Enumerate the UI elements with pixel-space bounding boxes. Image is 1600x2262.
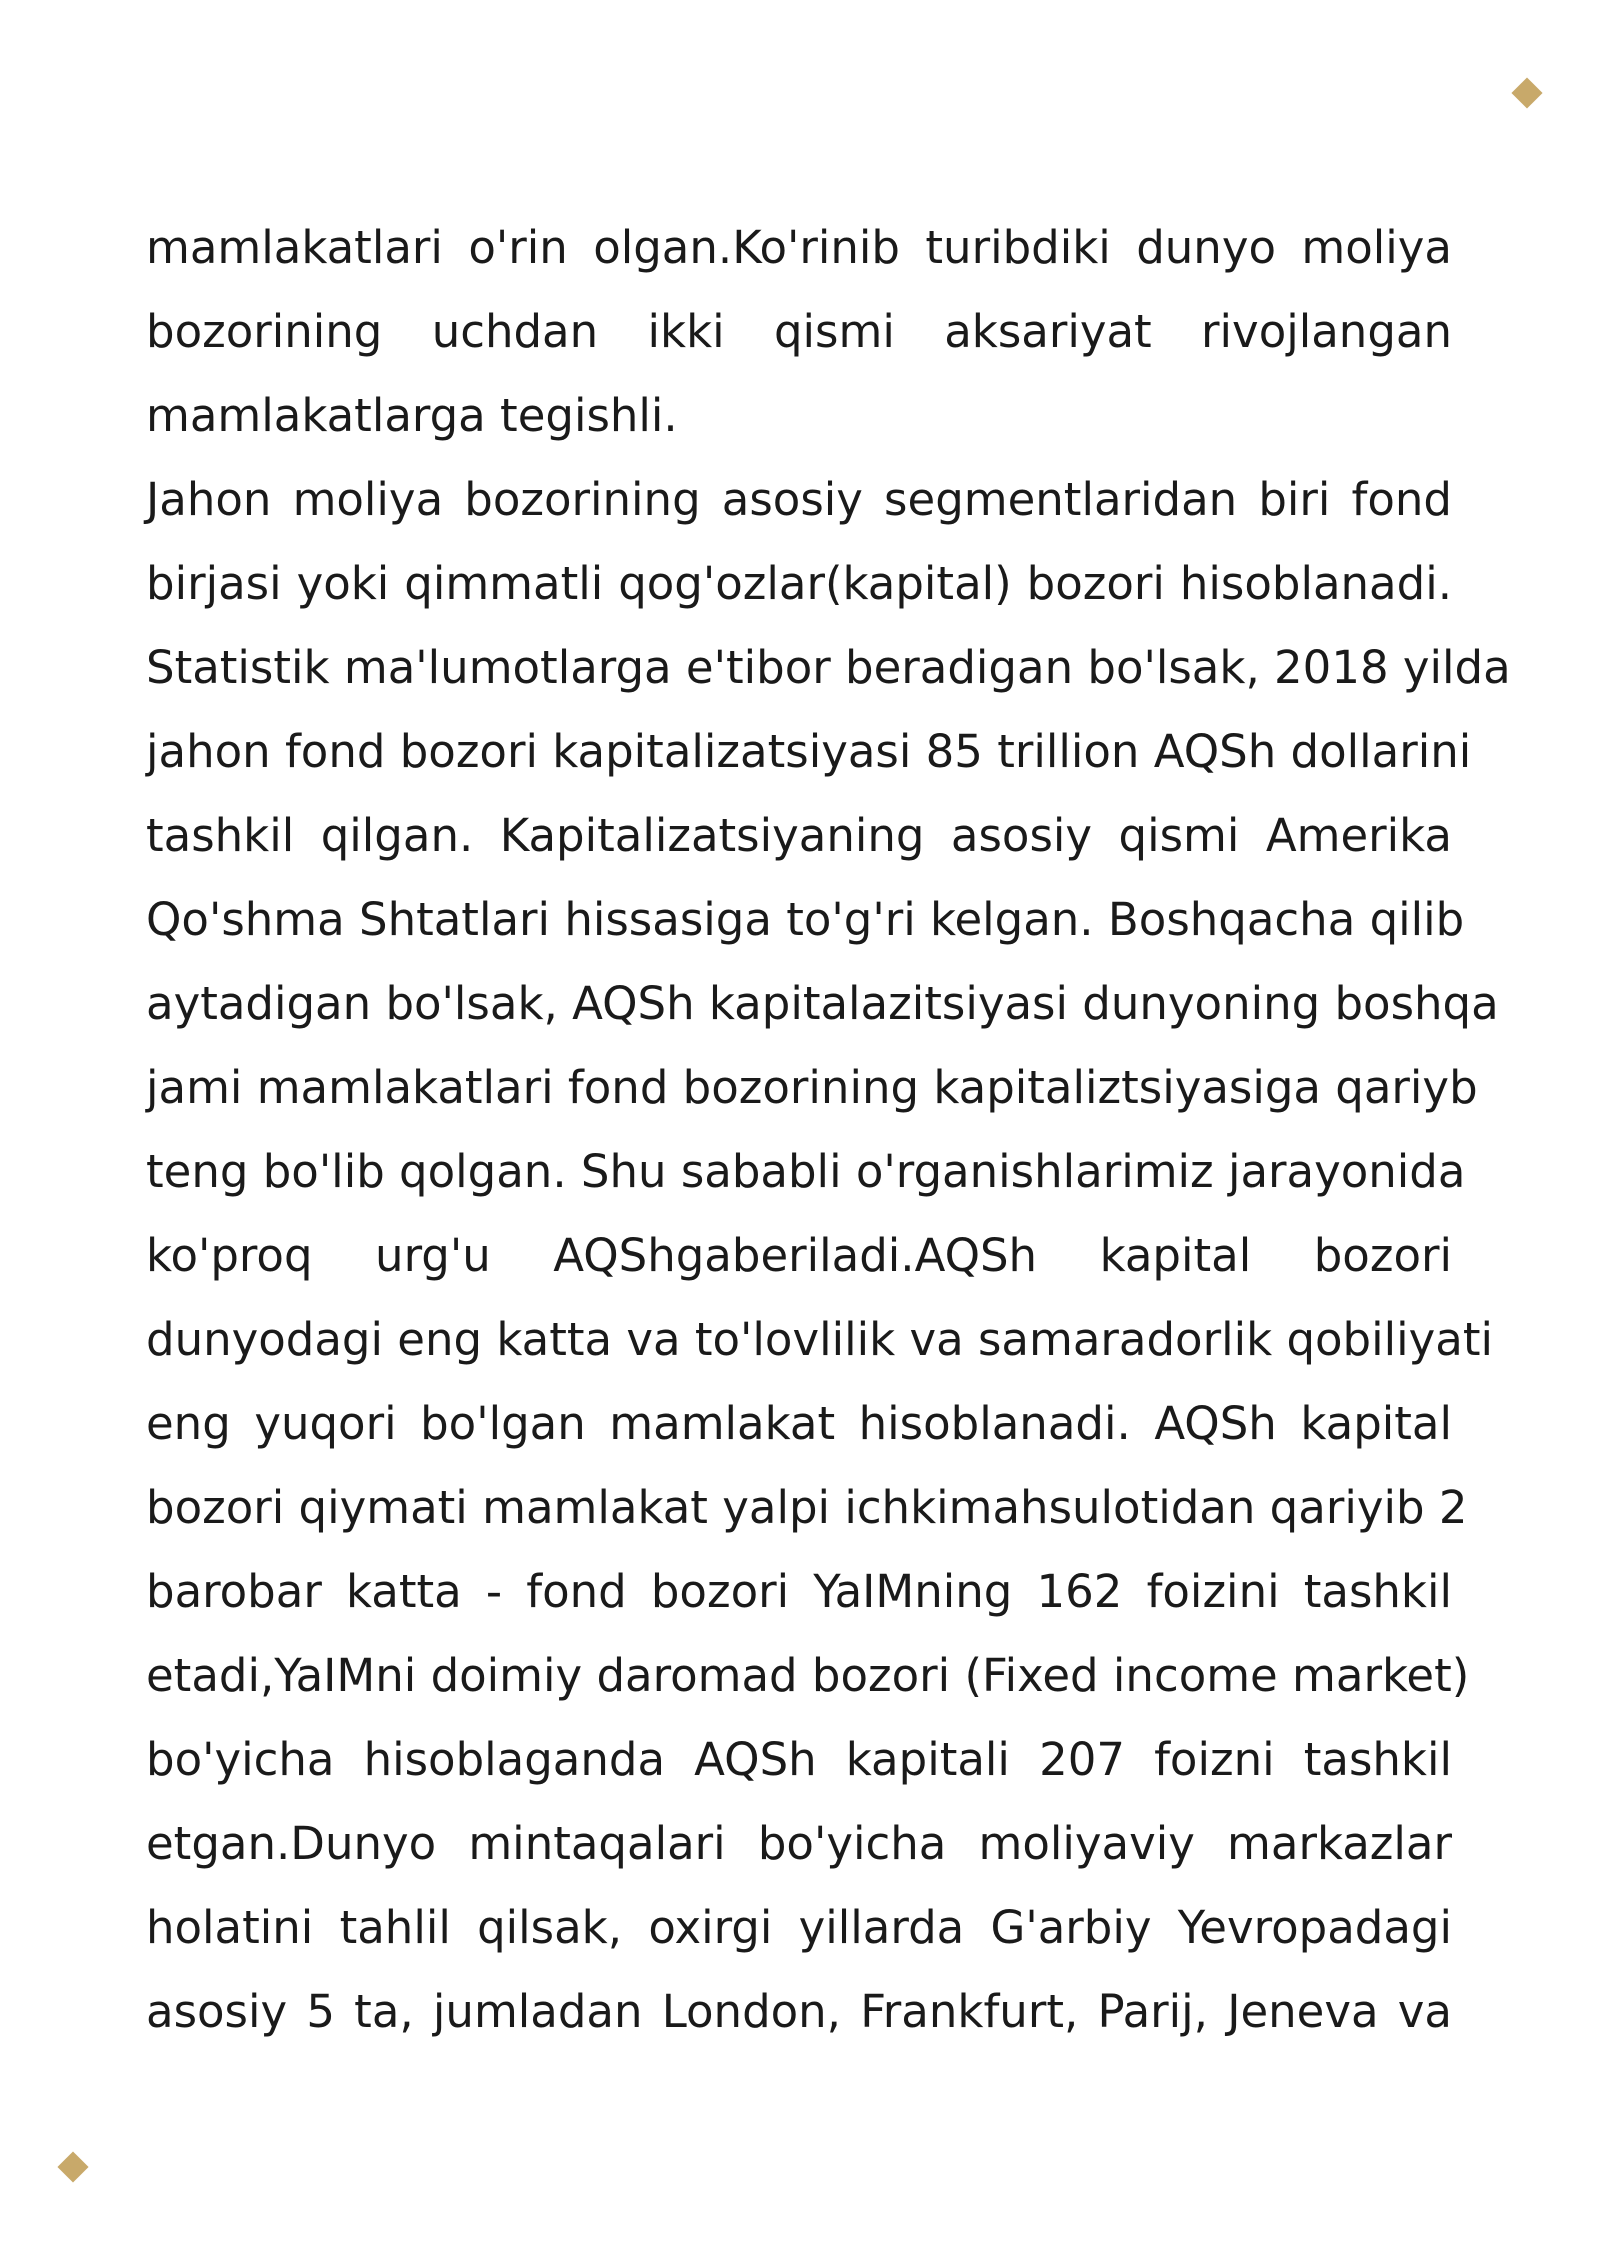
text-line: dunyodagi eng katta va to'lovlilik va samaradorlik qobiliyati [146, 1313, 1493, 1366]
text-line: asosiy 5 ta, jumladan London, Frankfurt, Parij, Jeneva va [146, 1985, 1452, 2038]
text-line: eng yuqori bo'lgan mamlakat hisoblanadi. AQSh kapital [146, 1397, 1452, 1450]
text-line: jami mamlakatlari fond bozorining kapitaliztsiyasiga qariyb [146, 1061, 1478, 1114]
text-line: bo'yicha hisoblaganda AQSh kapitali 207 foizni tashkil [146, 1733, 1452, 1786]
text-line: bozori qiymati mamlakat yalpi ichkimahsulotidan qariyib 2 [146, 1481, 1468, 1534]
text-line: mamlakatlari o'rin olgan.Ko'rinib turibdiki dunyo moliya [146, 221, 1452, 274]
text-line: ko'proq urg'u AQShgaberiladi.AQSh kapital bozori [146, 1229, 1452, 1282]
text-line: Jahon moliya bozorining asosiy segmentlaridan biri fond [146, 473, 1452, 526]
text-line: Qo'shma Shtatlari hissasiga to'g'ri kelgan. Boshqacha qilib [146, 893, 1465, 946]
diamond-ornament-icon [57, 2151, 88, 2182]
text-line: etadi,YaIMni doimiy daromad bozori (Fixed income market) [146, 1649, 1470, 1702]
text-line: etgan.Dunyo mintaqalari bo'yicha moliyaviy markazlar [146, 1817, 1452, 1870]
text-line: holatini tahlil qilsak, oxirgi yillarda G'arbiy Yevropadagi [146, 1901, 1452, 1954]
text-line: birjasi yoki qimmatli qog'ozlar(kapital) bozori hisoblanadi. [146, 557, 1452, 610]
text-line: tashkil qilgan. Kapitalizatsiyaning asosiy qismi Amerika [146, 809, 1452, 862]
diamond-ornament-icon [1511, 77, 1542, 108]
text-line: teng bo'lib qolgan. Shu sababli o'rganishlarimiz jarayonida [146, 1145, 1466, 1198]
text-line: aytadigan bo'lsak, AQSh kapitalazitsiyasi dunyoning boshqa [146, 977, 1499, 1030]
text-line: jahon fond bozori kapitalizatsiyasi 85 trillion AQSh dollarini [146, 725, 1472, 778]
text-line: Statistik ma'lumotlarga e'tibor beradigan bo'lsak, 2018 yilda [146, 641, 1511, 694]
body-text [146, 206, 1511, 2054]
text-line: barobar katta - fond bozori YaIMning 162 foizini tashkil [146, 1565, 1452, 1618]
text-line: mamlakatlarga tegishli. [146, 389, 678, 442]
text-line: bozorining uchdan ikki qismi aksariyat rivojlangan [146, 305, 1452, 358]
